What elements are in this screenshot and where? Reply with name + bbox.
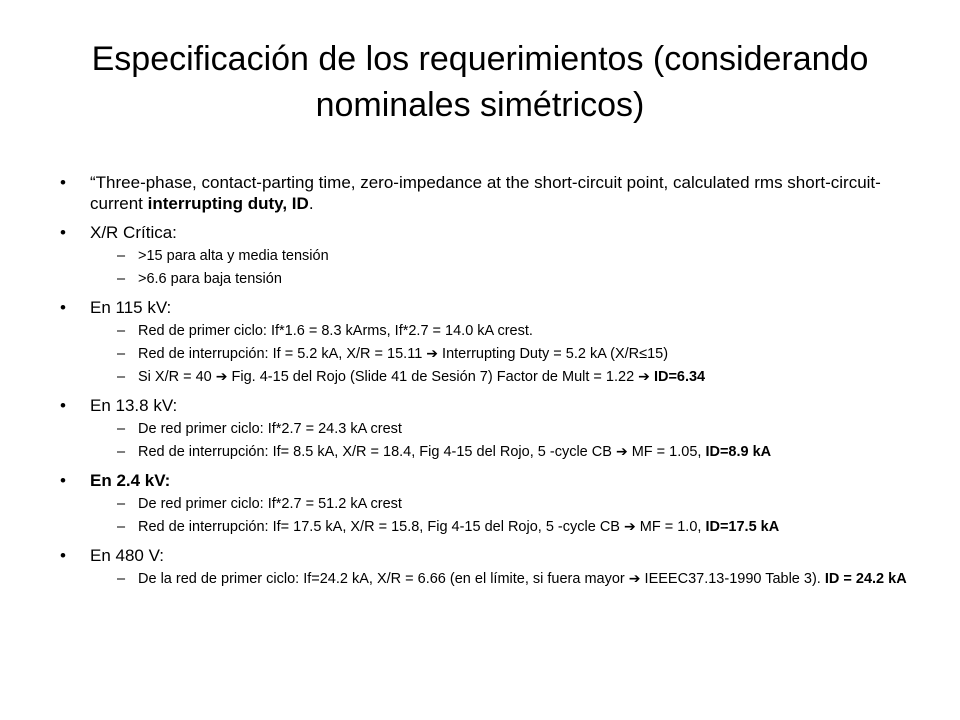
sub-item [60, 495, 920, 514]
sub-item-text: Si X/R = 40 [138, 369, 216, 385]
bullet-marker: • [60, 298, 66, 317]
bullet-13-8kv [60, 395, 920, 416]
bullet-xr-critica [60, 222, 920, 243]
dash-marker: – [117, 571, 126, 587]
sub-item [60, 345, 920, 364]
sub-item [60, 420, 920, 439]
sub-item-text: Red de interrupción: If = 5.2 kA, X/R = 15.11 [138, 346, 427, 362]
sub-item-text: >6.6 para baja tensión [138, 271, 282, 287]
bullet-480v [60, 545, 920, 566]
bullet-definition [60, 172, 920, 214]
bullet-definition-end: . [308, 194, 314, 213]
bullet-marker: • [60, 396, 66, 415]
sub-item-text: De red primer ciclo: If*2.7 = 51.2 kA crest [138, 496, 402, 512]
sub-item-bold: ID=6.34 [653, 369, 706, 385]
sub-item-text: MF = 1.0, [635, 519, 706, 535]
sub-item-bold: ID=17.5 kA [705, 519, 780, 535]
sub-item-text: IEEEC37.13-1990 Table 3). [640, 571, 825, 587]
slide-body [60, 172, 920, 589]
bullet-definition-text: “Three-phase, contact-parting time, zero-impedance at the short-circuit point, calculated rms short-circuit-current [90, 173, 881, 213]
sub-item-text: De red primer ciclo: If*2.7 = 24.3 kA crest [138, 421, 402, 437]
bullet-480v-text: En 480 V: [90, 546, 165, 565]
sub-item [60, 270, 920, 289]
bullet-2-4kv-text: En 2.4 kV: [90, 471, 171, 490]
bullet-2-4kv [60, 470, 920, 491]
right-arrow-icon: ➔ [215, 369, 228, 385]
sub-item-text: Red de interrupción: If= 17.5 kA, X/R = 15.8, Fig 4-15 del Rojo, 5 -cycle CB [138, 519, 624, 535]
sub-item-text: >15 para alta y media tensión [138, 248, 329, 264]
sub-item-text: MF = 1.05, [627, 444, 706, 460]
sub-item [60, 443, 920, 462]
sub-item [60, 518, 920, 537]
right-arrow-icon: ➔ [628, 571, 641, 587]
dash-marker: – [117, 496, 126, 512]
dash-marker: – [117, 271, 126, 287]
sub-item [60, 247, 920, 266]
sub-item-text: Red de primer ciclo: If*1.6 = 8.3 kArms, If*2.7 = 14.0 kA crest. [138, 323, 533, 339]
bullet-xr-critica-text: X/R Crítica: [90, 223, 177, 242]
dash-marker: – [117, 519, 126, 535]
sub-item-text: De la red de primer ciclo: If=24.2 kA, X/R = 6.66 (en el límite, si fuera mayor [138, 571, 629, 587]
right-arrow-icon: ➔ [615, 444, 628, 460]
sub-item [60, 322, 920, 341]
slide-title: Especificación de los requerimientos (considerando nominales simétricos) [91, 40, 869, 124]
bullet-marker: • [60, 546, 66, 565]
bullet-115kv-text: En 115 kV: [90, 298, 172, 317]
right-arrow-icon: ➔ [638, 369, 650, 385]
bullet-115kv [60, 297, 920, 318]
dash-marker: – [117, 323, 126, 339]
sub-item [60, 368, 920, 387]
dash-marker: – [117, 444, 126, 460]
dash-marker: – [117, 369, 126, 385]
bullet-marker: • [60, 173, 66, 192]
sub-item-text: Red de interrupción: If= 8.5 kA, X/R = 18.4, Fig 4-15 del Rojo, 5 -cycle CB [138, 444, 616, 460]
sub-item-bold: ID=8.9 kA [705, 444, 772, 460]
bullet-marker: • [60, 471, 66, 490]
dash-marker: – [117, 248, 126, 264]
bullet-definition-bold: interrupting duty, ID [147, 194, 309, 213]
sub-item [60, 570, 920, 589]
right-arrow-icon: ➔ [426, 346, 439, 362]
dash-marker: – [117, 421, 126, 437]
dash-marker: – [117, 346, 126, 362]
bullet-13-8kv-text: En 13.8 kV: [90, 396, 178, 415]
bullet-marker: • [60, 223, 66, 242]
sub-item-text: Interrupting Duty = 5.2 kA (X/R≤15) [438, 346, 669, 362]
sub-item-bold: ID = 24.2 kA [824, 571, 907, 587]
right-arrow-icon: ➔ [624, 519, 636, 535]
sub-item-text: Fig. 4-15 del Rojo (Slide 41 de Sesión 7) Factor de Mult = 1.22 [227, 369, 639, 385]
